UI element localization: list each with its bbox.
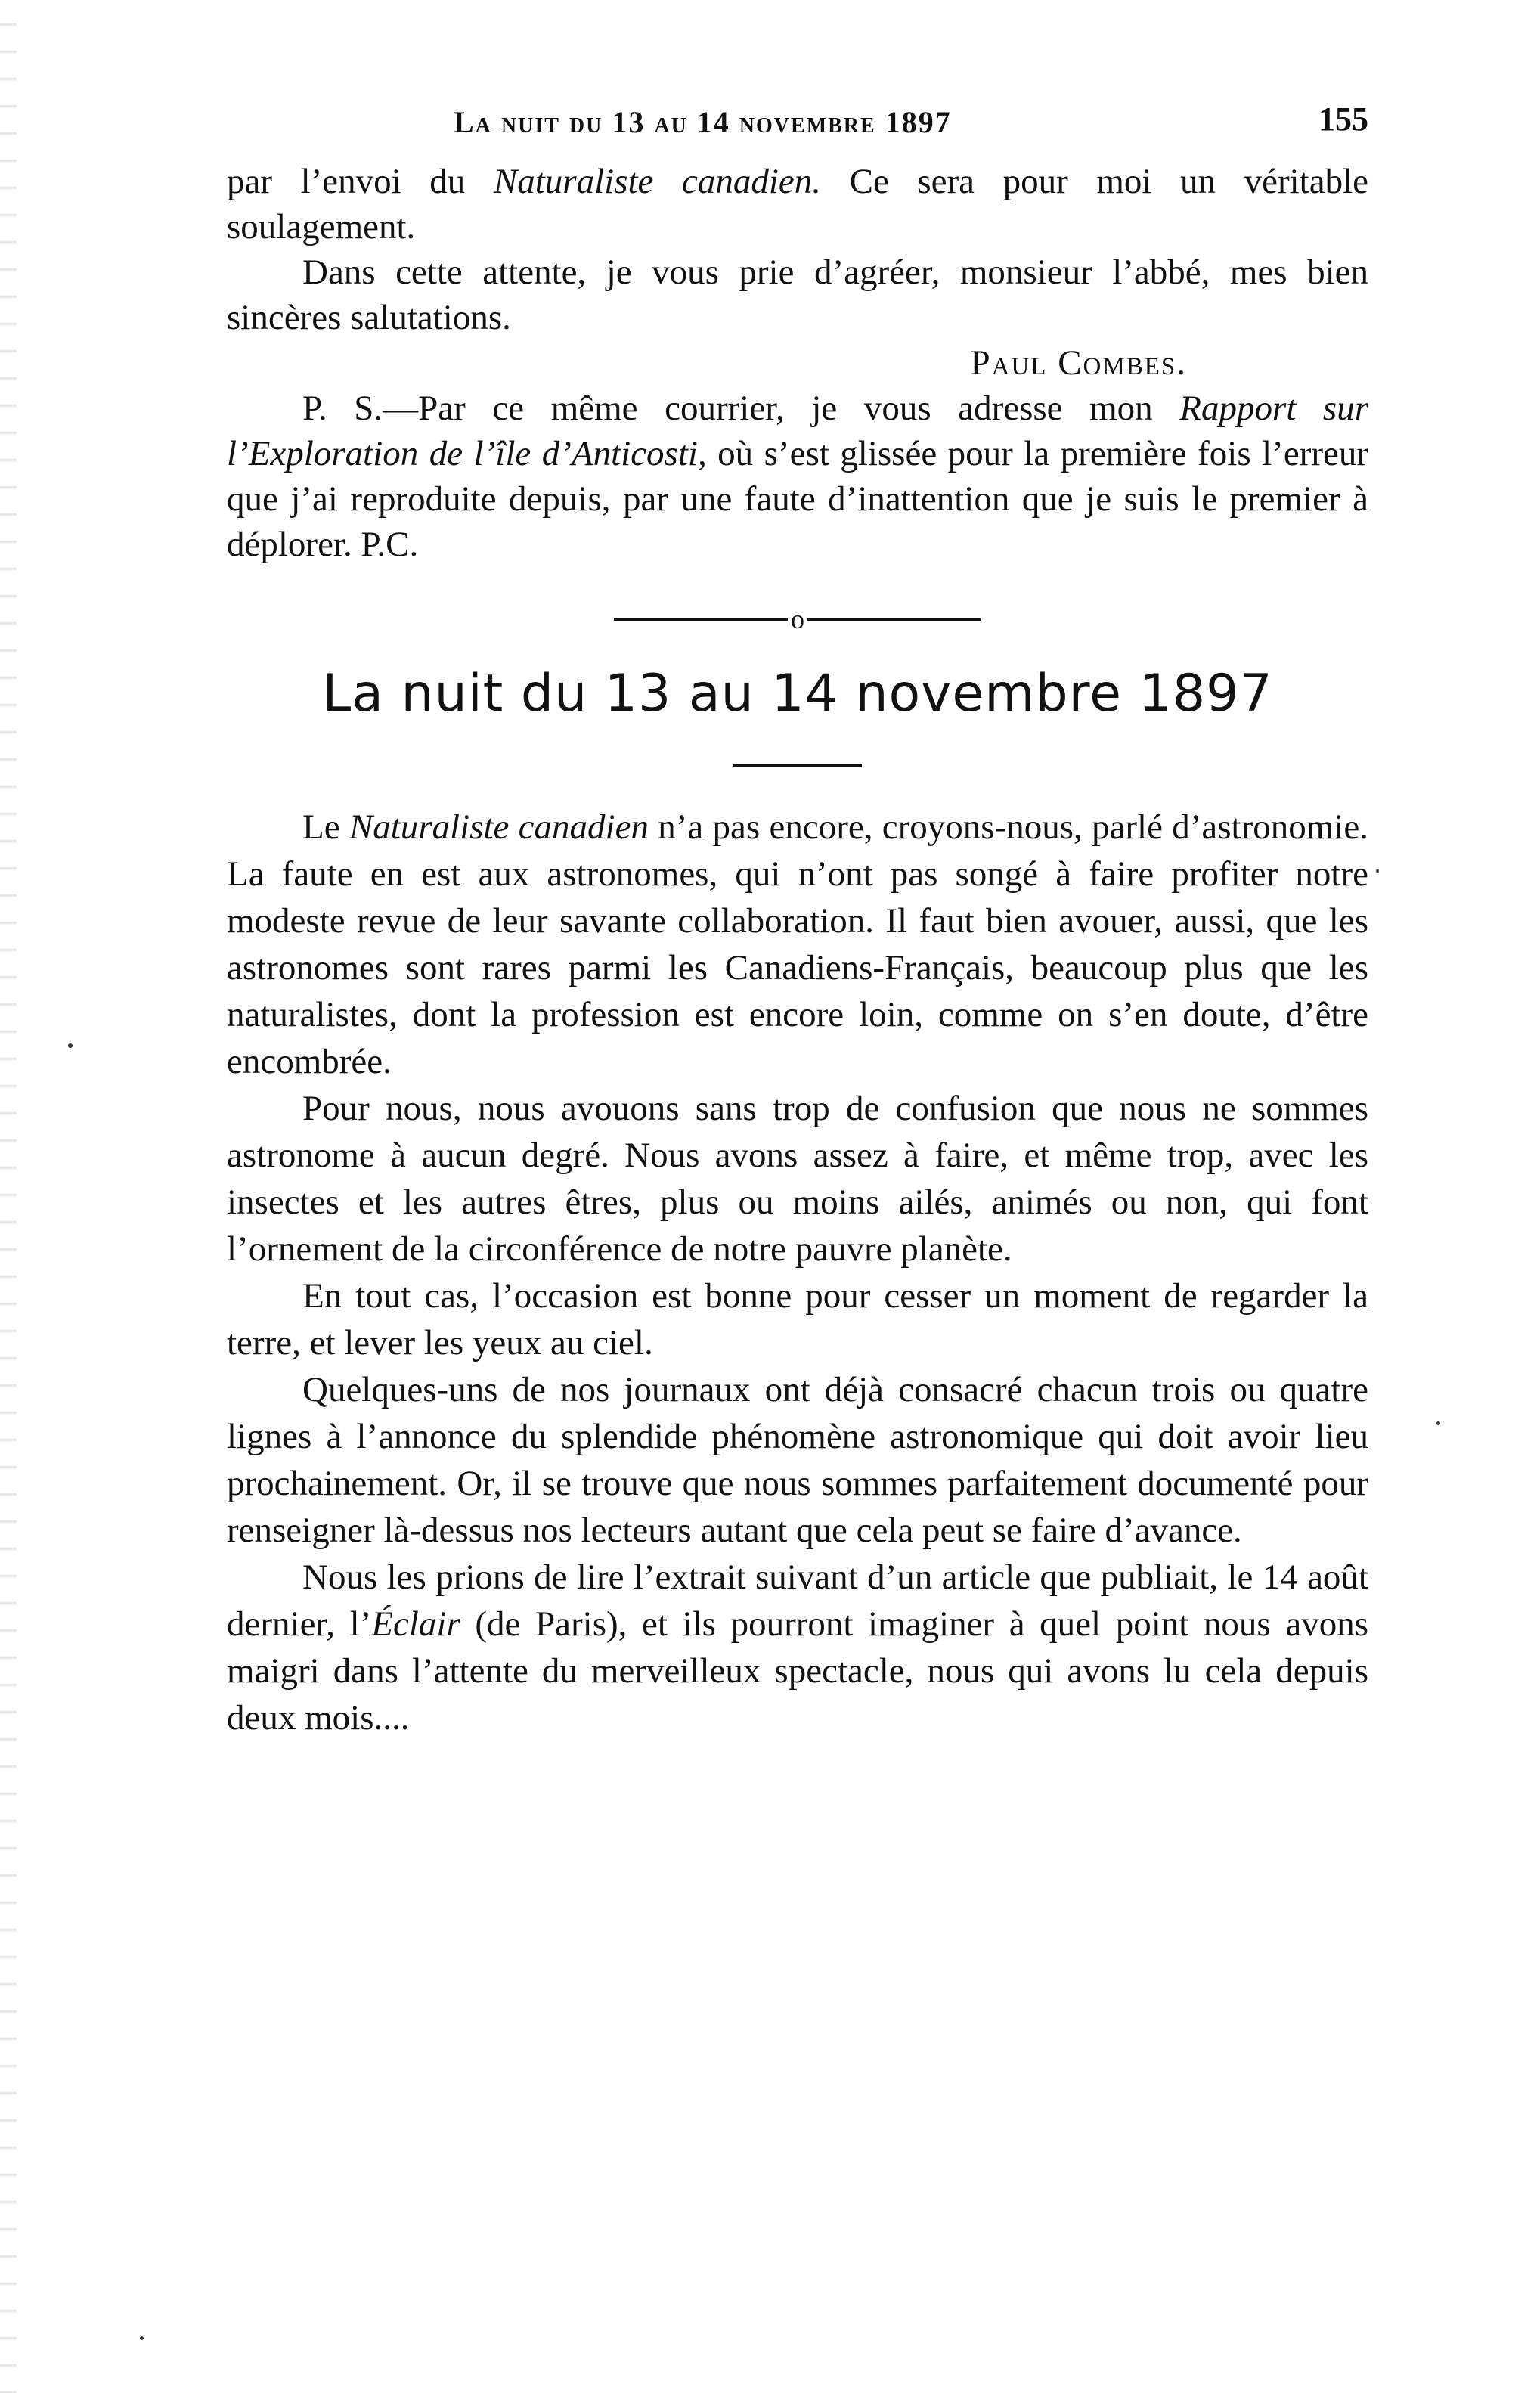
letter-signature: Paul Combes. xyxy=(970,343,1187,383)
postscript xyxy=(227,386,1368,567)
page-number: 155 xyxy=(1318,101,1368,138)
article-paragraph-1 xyxy=(227,804,1368,1085)
ps-lead: P. S.—Par ce même courrier, je vous adresse mon xyxy=(302,389,1180,428)
title-rule xyxy=(733,764,862,767)
running-head xyxy=(227,91,1368,159)
divider-line-left xyxy=(614,618,788,621)
scan-speck xyxy=(140,2336,144,2340)
para5-lead: Nous les prions de lire l’extrait suivant d’un article que publiait, le 14 août dernier, l’ xyxy=(227,1557,1368,1644)
book-page xyxy=(227,91,1368,1741)
running-title: La nuit du 13 au 14 novembre 1897 xyxy=(454,105,952,139)
scan-speck xyxy=(1376,869,1379,873)
letter-p1-text: par l’envoi du xyxy=(227,162,494,201)
article-title: La nuit du 13 au 14 novembre 1897 xyxy=(322,663,1273,724)
scan-speck xyxy=(1436,1421,1440,1425)
ps-rest: où s’est glissée pour la première fois l’erreur que j’ai reproduite depuis, par une faute d’inattention que je suis le premier à déplorer. P.C. xyxy=(227,434,1368,564)
para1-lead: Le xyxy=(302,807,349,847)
article-paragraph-2: Pour nous, nous avouons sans trop de confusion que nous ne sommes astronome à aucun degré. Nous avons assez à faire, et même trop, avec les insectes et les autres êtres, plus ou moins ailés, animés ou non, qui font l’ornement de la circonférence de notre pauvre planète. xyxy=(227,1088,1368,1269)
scan-edge-noise xyxy=(0,0,17,2393)
letter-paragraph-2: Dans cette attente, je vous prie d’agréer, monsieur l’abbé, mes bien sincères salutations. xyxy=(227,253,1368,337)
article-paragraph-5 xyxy=(227,1554,1368,1741)
letter-ending xyxy=(227,159,1368,567)
article-paragraph-3: En tout cas, l’occasion est bonne pour cesser un moment de regarder la terre, et lever les yeux au ciel. xyxy=(227,1276,1368,1362)
divider-line-right xyxy=(807,618,981,621)
scan-speck xyxy=(68,1043,73,1048)
para1-rest: n’a pas encore, croyons-nous, parlé d’astronomie. La faute en est aux astronomes, qui n’ont pas songé à faire profiter notre modeste revue de leur savante collaboration. Il faut bien avouer, aussi, que les astronomes sont rares parmi les Canadiens-Français, beaucoup plus que les naturalistes, dont la profession est encore loin, comme on s’en doute, d’être encombrée. xyxy=(227,807,1368,1081)
letter-paragraph-1 xyxy=(227,159,1368,250)
letter-p1-italic: Naturaliste canadien. xyxy=(493,162,822,201)
divider-mark: o xyxy=(791,603,804,634)
para5-rest: (de Paris), et ils pourront imaginer à quel point nous avons maigri dans l’attente du merveilleux spectacle, nous qui avons lu cela depuis deux mois.... xyxy=(227,1604,1368,1737)
section-divider xyxy=(227,600,1368,635)
letter-p1-rest: Ce sera pour moi un véritable soulagement. xyxy=(227,162,1369,246)
para1-italic: Naturaliste canadien xyxy=(349,807,649,847)
para5-italic: Éclair xyxy=(371,1604,460,1644)
article-body xyxy=(227,804,1368,1741)
article-paragraph-4: Quelques-uns de nos journaux ont déjà consacré chacun trois ou quatre lignes à l’annonce du splendide phénomène astronomique qui doit avoir lieu prochainement. Or, il se trouve que nous sommes parfaitement documenté pour renseigner là-dessus nos lecteurs autant que cela peut se faire d’avance. xyxy=(227,1369,1368,1550)
ps-italic: Rapport sur l’Exploration de l’île d’Anticosti, xyxy=(227,389,1369,473)
